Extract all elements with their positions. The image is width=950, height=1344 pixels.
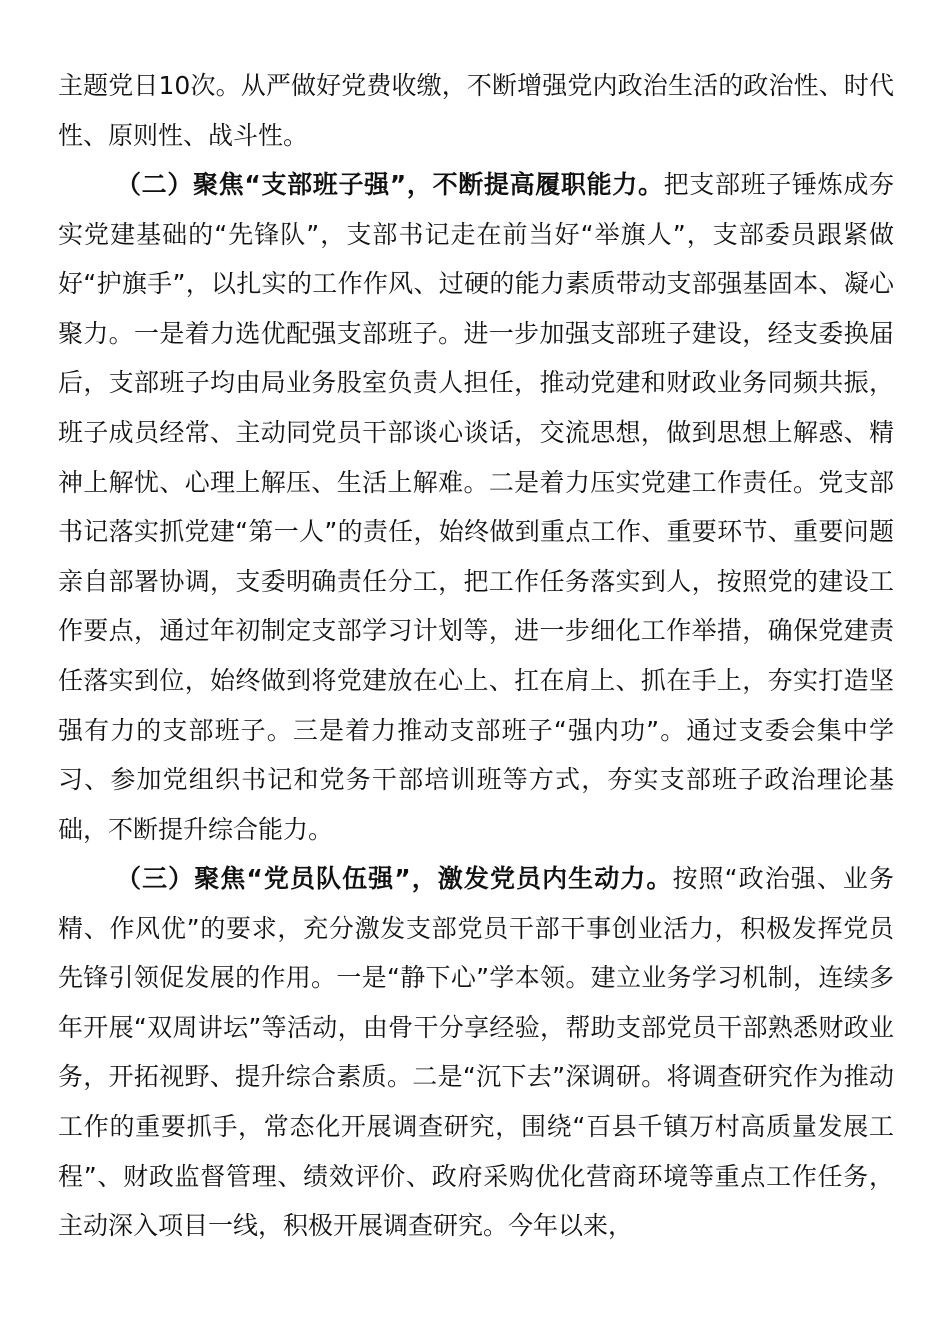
paragraph-section-2 [58,160,894,854]
paragraph-2 [58,160,894,854]
paragraph-3 [58,854,894,1251]
section-2-heading: （二）聚焦“支部班子强”，不断提高履职能力。 [116,170,664,199]
paragraph-1-body: 主题党日10次。从严做好党费收缴，不断增强党内政治生活的政治性、时代性、原则性、战斗性。 [58,71,894,150]
paragraph-continuation [58,61,894,160]
section-3-body: 按照“政治强、业务精、作风优”的要求，充分激发支部党员干部干事创业活力，积极发挥党员先锋引领促发展的作用。一是“静下心”学本领。建立业务学习机制，连续多年开展“双周讲坛”等活动，由骨干分享经验，帮助支部党员干部熟悉财政业务，开拓视野、提升综合素质。二是“沉下去”深调研。将调查研究作为推动工作的重要抓手，常态化开展调查研究，围绕“百县千镇万村高质量发展工程”、财政监督管理、绩效评价、政府采购优化营商环境等重点工作任务，主动深入项目一线，积极开展调查研究。今年以来， [58,864,895,1241]
section-3-heading: （三）聚焦“党员队伍强”，激发党员内生动力。 [116,864,673,893]
section-2-body: 把支部班子锤炼成夯实党建基础的“先锋队”，支部书记走在前当好“举旗人”，支部委员跟紧做好“护旗手”，以扎实的工作作风、过硬的能力素质带动支部强基固本、凝心聚力。一是着力选优配强支部班子。进一步加强支部班子建设，经支委换届后，支部班子均由局业务股室负责人担任，推动党建和财政业务同频共振，班子成员经常、主动同党员干部谈心谈话，交流思想，做到思想上解惑、精神上解忧、心理上解压、生活上解难。二是着力压实党建工作责任。党支部书记落实抓党建“第一人”的责任，始终做到重点工作、重要环节、重要问题亲自部署协调，支委明确责任分工，把工作任务落实到人，按照党的建设工作要点，通过年初制定支部学习计划等，进一步细化工作举措，确保党建责任落实到位，始终做到将党建放在心上、扛在肩上、抓在手上，夯实打造坚强有力的支部班子。三是着力推动支部班子“强内功”。通过支委会集中学习、参加党组织书记和党务干部培训班等方式，夯实支部班子政治理论基础，不断提升综合能力。 [58,170,894,844]
paragraph-section-3 [58,854,894,1251]
